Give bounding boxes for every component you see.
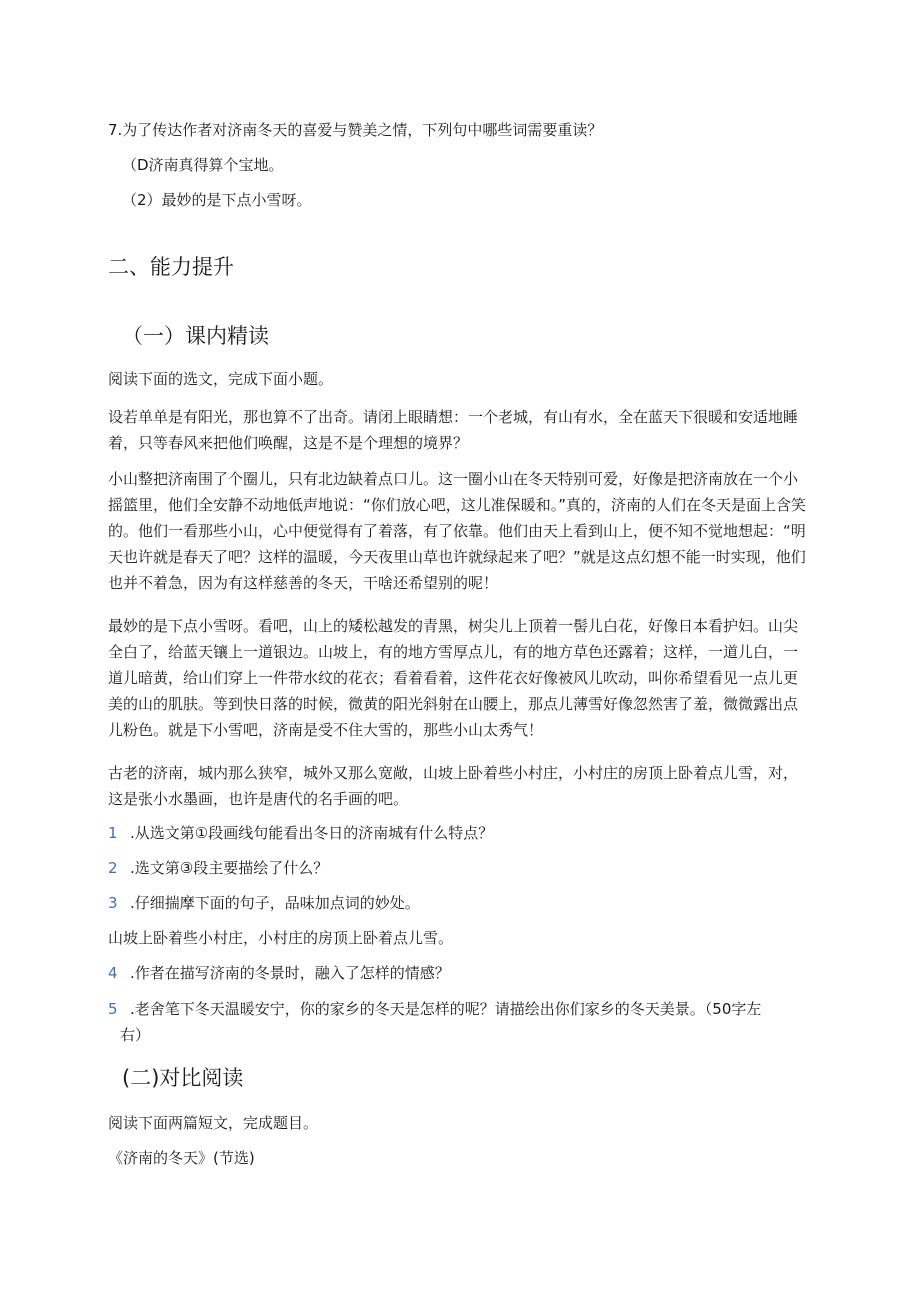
- passage-paragraph-4: 古老的济南，城内那么狭窄，城外又那么宽敞，山坡上卧着些小村庄，小村庄的房顶上卧着点儿雪，对，这是张小水墨画，也许是唐代的名手画的吧。: [108, 764, 799, 808]
- question-text-continuation: 右）: [120, 1026, 151, 1044]
- question-7-item-2: （2）最妙的是下点小雪呀。: [122, 191, 312, 209]
- passage-paragraph-2: 小山整把济南围了个圈儿，只有北边缺着点口儿。这一圈小山在冬天特别可爱，好像是把济南放在一个小摇篮里，他们全安静不动地低声地说：“你们放心吧，这儿准保暖和。”真的，济南的人们在冬天是面上含笑的。他们一看那些小山，心中便觉得有了着落，有了依靠。他们由天上看到山上，便不知不觉地想起：“明天也许就是春天了吧？这样的温暖，今天夜里山草也许就绿起来了吧？”就是这点幻想不能一时实现，他们也并不着急，因为有这样慈善的冬天，干啥还希望别的呢！: [108, 470, 807, 592]
- question-number: 2: [108, 859, 118, 877]
- question-number: 3: [108, 894, 118, 912]
- part2-instruction: 阅读下面两篇短文，完成题目。: [108, 1114, 319, 1132]
- question-7-item-1: （D济南真得算个宝地。: [122, 156, 284, 174]
- question-7-stem: 7.为了传达作者对济南冬天的喜爱与赞美之情，下列句中哪些词需要重读？: [108, 121, 603, 139]
- passage-paragraph-3: 最妙的是下点小雪呀。看吧，山上的矮松越发的青黑，树尖儿上顶着一髻儿白花，好像日本看护妇。山尖全白了，给蓝天镶上一道银边。山坡上，有的地方雪厚点儿，有的地方草色还露着；这样，一道儿白，一道儿暗黄，给山们穿上一件带水纹的花衣；看着看着，这件花衣好像被风儿吹动，叫你希望看见一点儿更美的山的肌肤。等到快日落的时候，微黄的阳光斜射在山腰上，那点儿薄雪好像忽然害了羞，微微露出点儿粉色。就是下小雪吧，济南是受不住大雪的，那些小山太秀气！: [108, 617, 799, 739]
- question-text: .选文第③段主要描绘了什么？: [130, 859, 329, 877]
- part2-source-title: 《济南的冬天》(节选): [108, 1149, 255, 1167]
- part1-instruction: 阅读下面的选文，完成下面小题。: [108, 370, 334, 388]
- question-item-5: [108, 996, 808, 1048]
- part2-title: (二)对比阅读: [122, 1066, 244, 1090]
- question-number: 5: [108, 1000, 118, 1018]
- passage-paragraph-1: 设若单单是有阳光，那也算不了出奇。请闭上眼睛想：一个老城，有山有水，全在蓝天下很暖和安适地睡着，只等春风来把他们唤醒，这是不是个理想的境界？: [108, 408, 799, 452]
- question-number: 1: [108, 824, 118, 842]
- question-text: .老舍笔下冬天温暖安宁，你的家乡的冬天是怎样的呢？请描绘出你们家乡的冬天美景。（50字左: [130, 1000, 762, 1018]
- question-3-sentence: 山坡上卧着些小村庄，小村庄的房顶上卧着点儿雪。: [108, 929, 454, 947]
- question-item-4: [108, 960, 808, 986]
- question-item-3: [108, 890, 808, 916]
- question-number: 4: [108, 964, 118, 982]
- part1-title: （一）课内精读: [122, 324, 269, 348]
- question-text: .仔细揣摩下面的句子，品味加点词的妙处。: [130, 894, 420, 912]
- question-item-2: [108, 855, 808, 881]
- question-text: .作者在描写济南的冬景时，融入了怎样的情感？: [130, 964, 450, 982]
- section-title-ability: 二、能力提升: [108, 255, 234, 279]
- question-text: .从选文第①段画线句能看出冬日的济南城有什么特点？: [130, 824, 494, 842]
- question-item-1: [108, 820, 808, 846]
